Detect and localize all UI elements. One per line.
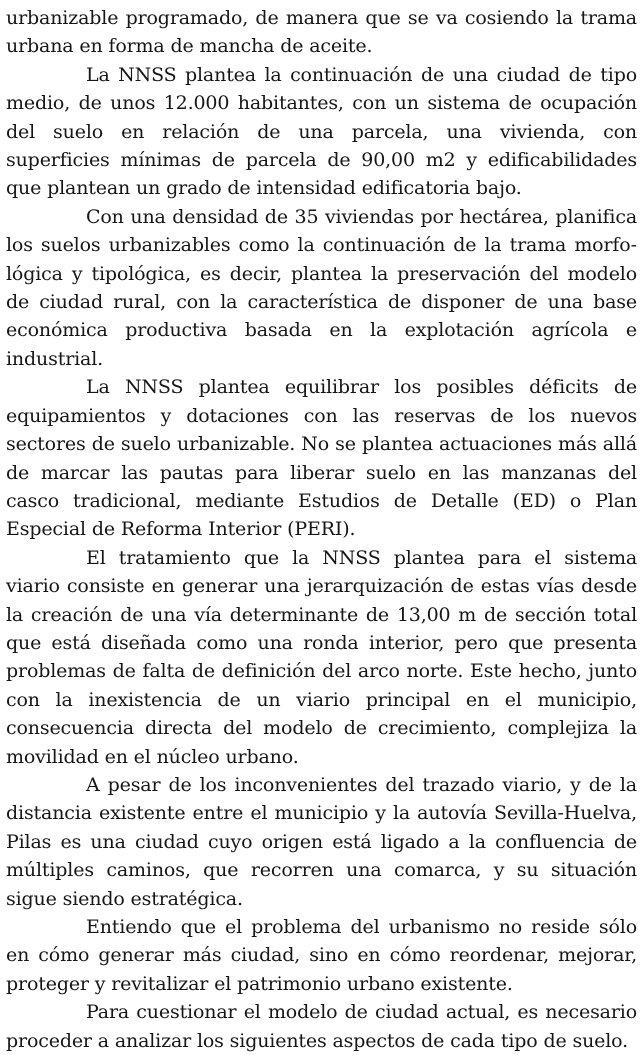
paragraph-3: Con una densidad de 35 viviendas por hectárea, planifica los suelos urbanizables como la continuación de la trama morfológica y tipológica, es decir, plantea la preservación del modelo de ciudad rural, con la característica de disponer de una base económica productiva basada en la explotación agrícola e industrial.: [6, 205, 637, 370]
paragraph-2: La NNSS plantea la continuación de una ciudad de tipo medio, de unos 12.000 habitantes, con un sistema de ocupación del suelo en relación de una parcela, una vivienda, con superficies mínimas de parcela de 90,00 m2 y edificabilidades que plantean un grado de intensidad edificatoria bajo.: [6, 63, 637, 200]
paragraph-4: La NNSS plantea equilibrar los posibles déficits de equipamientos y dotaciones con las reservas de los nuevos sectores de suelo urbanizable. No se plantea actuaciones más allá de marcar las pautas para liberar suelo en las manzanas del casco tradicional, mediante Estudios de Detalle (ED) o Plan Especial de Reforma Interior (PERI).: [6, 376, 637, 541]
paragraph-8: Para cuestionar el modelo de ciudad actual, es necesario proceder a analizar los siguientes aspectos de cada tipo de suelo.: [6, 1001, 637, 1052]
paragraph-5: El tratamiento que la NNSS plantea para el sistema viario consiste en generar una jerarquización de estas vías desde la creación de una vía determinante de 13,00 m de sección total que está diseñada como una ronda interior, pero que presenta problemas de falta de definición del arco norte. Este hecho, junto con la inexistencia de un viario principal en el municipio, consecuencia directa del modelo de crecimiento, complejiza la movilidad en el núcleo urbano.: [6, 546, 637, 768]
paragraph-7: Entiendo que el problema del urbanismo no reside sólo en cómo generar más ciudad, sino en cómo reordenar, mejorar, proteger y revitalizar el patrimonio urbano existente.: [6, 916, 637, 995]
paragraph-6: A pesar de los inconvenientes del trazado viario, y de la distancia existente entre el municipio y la autovía Sevilla-Huelva, Pilas es una ciudad cuyo origen está ligado a la confluencia de múltiples caminos, que recorren una comarca, y su situación sigue siendo estratégica.: [6, 773, 637, 910]
paragraph-1: urbanizable programado, de manera que se va cosiendo la trama urbana en forma de mancha de aceite.: [6, 7, 637, 58]
document-page: [6, 4, 637, 1055]
